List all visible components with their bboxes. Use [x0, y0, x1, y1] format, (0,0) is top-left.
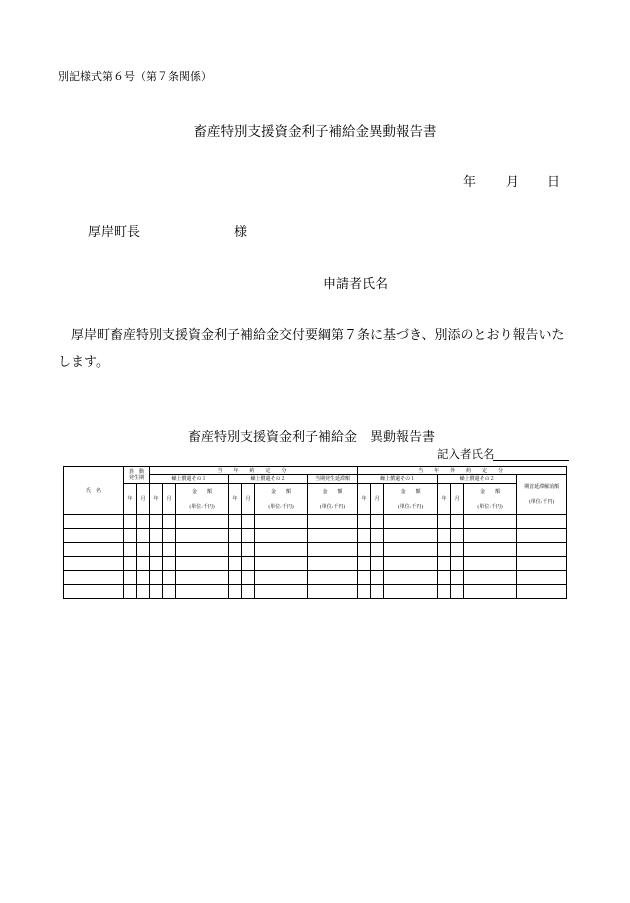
table-cell[interactable] — [137, 543, 150, 557]
report-table-body — [64, 515, 567, 599]
table-cell[interactable] — [438, 585, 451, 599]
table-cell[interactable] — [517, 543, 567, 557]
header-year: 年 — [358, 484, 371, 515]
header-next-year-plan: 当 年 外 約 定 分 — [358, 467, 567, 475]
table-cell[interactable] — [451, 543, 464, 557]
table-cell[interactable] — [384, 515, 438, 529]
document-title: 畜産特別支援資金利子補給金異動報告書 — [193, 124, 437, 140]
header-prior-overdue — [517, 475, 567, 515]
table-cell[interactable] — [150, 529, 163, 543]
table-row — [64, 585, 567, 599]
date-day-label: 日 — [547, 175, 561, 190]
table-cell[interactable] — [358, 557, 371, 571]
table-cell[interactable] — [308, 543, 358, 557]
table-cell[interactable] — [150, 543, 163, 557]
header-month: 月 — [242, 484, 255, 515]
table-cell[interactable] — [517, 515, 567, 529]
header-early-repay-2: 繰上償還その２ — [229, 475, 308, 484]
header-early-repay-2: 繰上償還その２ — [438, 475, 517, 484]
header-month: 月 — [451, 484, 464, 515]
header-amount — [308, 484, 358, 515]
table-cell[interactable] — [517, 557, 567, 571]
table-cell[interactable] — [464, 571, 517, 585]
table-cell[interactable] — [358, 515, 371, 529]
table-cell[interactable] — [137, 585, 150, 599]
header-unit: (単位:千円) — [189, 503, 215, 510]
table-cell[interactable] — [137, 529, 150, 543]
report-title: 畜産特別支援資金利子補給金 異動報告書 — [188, 430, 436, 445]
table-cell[interactable] — [163, 571, 176, 585]
table-cell[interactable] — [176, 515, 229, 529]
table-cell[interactable] — [371, 543, 384, 557]
table-cell[interactable] — [124, 557, 137, 571]
table-cell[interactable] — [150, 515, 163, 529]
table-cell[interactable] — [150, 571, 163, 585]
table-cell[interactable] — [163, 515, 176, 529]
table-cell[interactable] — [176, 529, 229, 543]
table-cell[interactable] — [242, 585, 255, 599]
table-row — [64, 557, 567, 571]
table-cell[interactable] — [64, 529, 124, 543]
header-amount-label: 金 額 — [192, 488, 213, 495]
header-month: 月 — [137, 484, 150, 515]
table-row — [64, 543, 567, 557]
table-cell[interactable] — [163, 557, 176, 571]
table-cell[interactable] — [242, 515, 255, 529]
table-cell[interactable] — [124, 529, 137, 543]
header-unit: (単位:千円) — [397, 503, 424, 510]
table-cell[interactable] — [176, 571, 229, 585]
table-cell[interactable] — [384, 585, 438, 599]
header-prior-overdue-label: 期首延滞解消額 — [524, 484, 560, 490]
table-row — [64, 571, 567, 585]
table-cell[interactable] — [451, 515, 464, 529]
header-year: 年 — [150, 484, 163, 515]
addressee — [88, 221, 247, 240]
report-table — [63, 466, 567, 599]
table-cell[interactable] — [371, 557, 384, 571]
table-cell[interactable] — [255, 529, 308, 543]
table-row — [64, 515, 567, 529]
table-cell[interactable] — [229, 515, 242, 529]
header-year: 年 — [229, 484, 242, 515]
header-amount-label: 金 額 — [400, 488, 421, 495]
body-text: 厚岸町畜産特別支援資金利子補給金交付要綱第７条に基づき、別添のとおり報告いたします。 — [58, 328, 565, 370]
header-year: 年 — [438, 484, 451, 515]
table-cell[interactable] — [438, 557, 451, 571]
header-unit: (単位:千円) — [477, 503, 503, 510]
applicant-name-label: 申請者氏名 — [323, 277, 389, 292]
header-amount-label: 金 額 — [480, 488, 501, 495]
table-cell[interactable] — [176, 543, 229, 557]
table-cell[interactable] — [464, 585, 517, 599]
table-cell[interactable] — [517, 585, 567, 599]
table-cell[interactable] — [64, 571, 124, 585]
table-cell[interactable] — [229, 529, 242, 543]
table-cell[interactable] — [255, 557, 308, 571]
table-cell[interactable] — [464, 529, 517, 543]
header-change-date: 異 動 発生期 — [124, 467, 150, 484]
date-year-label: 年 — [463, 175, 477, 190]
header-unit: (単位:千円) — [268, 503, 294, 510]
table-cell[interactable] — [242, 571, 255, 585]
table-cell[interactable] — [150, 557, 163, 571]
addressee-name: 厚岸町長 — [88, 225, 141, 240]
table-cell[interactable] — [384, 543, 438, 557]
table-cell[interactable] — [451, 529, 464, 543]
table-cell[interactable] — [64, 585, 124, 599]
table-cell[interactable] — [438, 571, 451, 585]
recorder-name-label: 記入者氏名 — [437, 447, 495, 461]
table-cell[interactable] — [451, 585, 464, 599]
table-cell[interactable] — [358, 543, 371, 557]
header-amount-label: 金 額 — [322, 488, 343, 495]
table-cell[interactable] — [163, 543, 176, 557]
table-cell[interactable] — [242, 543, 255, 557]
table-cell[interactable] — [438, 543, 451, 557]
table-cell[interactable] — [464, 557, 517, 571]
table-cell[interactable] — [517, 571, 567, 585]
header-amount — [255, 484, 308, 515]
table-cell[interactable] — [308, 529, 358, 543]
header-amount-label: 金 額 — [271, 488, 292, 495]
table-cell[interactable] — [255, 585, 308, 599]
table-cell[interactable] — [124, 571, 137, 585]
header-amount — [464, 484, 517, 515]
table-cell[interactable] — [371, 529, 384, 543]
table-cell[interactable] — [358, 571, 371, 585]
date-month-label: 月 — [506, 175, 520, 190]
table-cell[interactable] — [255, 571, 308, 585]
table-cell[interactable] — [384, 557, 438, 571]
header-amount — [384, 484, 438, 515]
table-cell[interactable] — [308, 571, 358, 585]
table-cell[interactable] — [163, 529, 176, 543]
table-cell[interactable] — [464, 515, 517, 529]
table-cell[interactable] — [242, 529, 255, 543]
table-cell[interactable] — [371, 515, 384, 529]
table-cell[interactable] — [137, 571, 150, 585]
header-current-year-plan: 当 年 約 定 分 — [150, 467, 358, 475]
table-cell[interactable] — [124, 515, 137, 529]
header-unit: (単位:千円) — [319, 503, 346, 510]
table-cell[interactable] — [438, 515, 451, 529]
table-cell[interactable] — [64, 515, 124, 529]
header-amount — [176, 484, 229, 515]
header-year: 年 — [124, 484, 137, 515]
table-cell[interactable] — [308, 557, 358, 571]
form-number: 別記様式第６号（第７条関係） — [58, 70, 212, 83]
header-early-repay-1: 繰上償還その１ — [358, 475, 438, 484]
table-cell[interactable] — [255, 543, 308, 557]
table-cell[interactable] — [137, 557, 150, 571]
table-cell[interactable] — [371, 585, 384, 599]
table-cell[interactable] — [64, 543, 124, 557]
table-cell[interactable] — [358, 529, 371, 543]
table-cell[interactable] — [451, 571, 464, 585]
table-cell[interactable] — [176, 557, 229, 571]
table-cell[interactable] — [438, 529, 451, 543]
table-cell[interactable] — [137, 515, 150, 529]
recorder-name-underline — [493, 460, 569, 461]
table-cell[interactable] — [150, 585, 163, 599]
table-cell[interactable] — [64, 557, 124, 571]
table-cell[interactable] — [124, 585, 137, 599]
table-cell[interactable] — [517, 529, 567, 543]
table-cell[interactable] — [451, 557, 464, 571]
table-cell[interactable] — [242, 557, 255, 571]
header-unit: (単位:千円) — [528, 499, 555, 505]
date-line — [463, 171, 560, 190]
header-month: 月 — [371, 484, 384, 515]
header-early-repay-1: 繰上償還その１ — [150, 475, 229, 484]
table-cell[interactable] — [229, 557, 242, 571]
table-cell[interactable] — [371, 571, 384, 585]
table-cell[interactable] — [229, 585, 242, 599]
table-cell[interactable] — [384, 529, 438, 543]
header-current-overdue: 当期発生延滞額 — [308, 475, 358, 484]
table-cell[interactable] — [384, 571, 438, 585]
table-cell[interactable] — [255, 515, 308, 529]
table-cell[interactable] — [176, 585, 229, 599]
table-cell[interactable] — [308, 585, 358, 599]
table-cell[interactable] — [229, 571, 242, 585]
addressee-honorific: 様 — [234, 225, 248, 240]
table-cell[interactable] — [464, 543, 517, 557]
table-cell[interactable] — [308, 515, 358, 529]
table-cell[interactable] — [163, 585, 176, 599]
table-cell[interactable] — [124, 543, 137, 557]
table-row — [64, 529, 567, 543]
table-cell[interactable] — [358, 585, 371, 599]
table-cell[interactable] — [229, 543, 242, 557]
header-month: 月 — [163, 484, 176, 515]
header-name: 氏 名 — [64, 467, 124, 515]
